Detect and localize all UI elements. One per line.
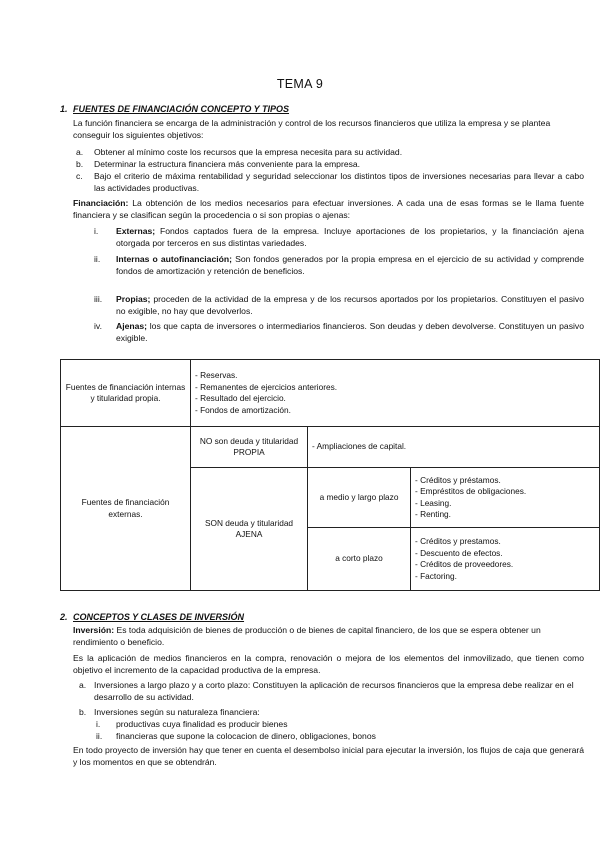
long-term-cell [411, 468, 600, 528]
section-1-intro: La función financiera se encarga de la administración y control de los recursos financieros que utiliza la empresa y se plantea conseguir los siguientes objetivos: [73, 118, 551, 140]
long-term-label: a medio y largo plazo [308, 468, 411, 528]
short-term-label: a corto plazo [308, 528, 411, 591]
type-term: Propias; [116, 294, 151, 304]
type-term: Ajenas; [116, 321, 148, 331]
list-item: - Créditos de proveedores. [415, 559, 595, 571]
section-2-number: 2. [60, 612, 68, 622]
section-1-title: FUENTES DE FINANCIACIÓN CONCEPTO Y TIPOS [73, 104, 290, 114]
type-item [116, 226, 584, 249]
type-term: Internas o autofinanciación; [116, 254, 232, 264]
type-marker: iv. [94, 321, 102, 331]
financiacion-text: La obtención de los medios necesarios para efectuar inversiones. A cada una de esas formas se le llama fuente financiera y se clasifican según la procedencia o si son propias o ajenas: [73, 198, 584, 220]
page-title: TEMA 9 [276, 77, 324, 91]
inversion-subitem: productivas cuya finalidad es producir bienes [116, 719, 288, 729]
list-item: - Resultado del ejercicio. [195, 393, 595, 405]
financing-sources-table [60, 359, 600, 591]
no-debt-cell [308, 427, 600, 468]
section-1-heading [60, 104, 289, 114]
inversion-item: Inversiones según su naturaleza financiera: [94, 707, 260, 717]
type-text: Fondos captados fuera de la empresa. Incluye aportaciones de los propietarios, y la financiación ajena otorgada por terceros en sus distintas variedades. [116, 226, 584, 248]
inversion-subitem-marker: ii. [96, 731, 103, 741]
type-text: proceden de la actividad de la empresa y de los recursos aportados por los propietarios. Constituyen el pasivo no exigible, no hay que devolverlos. [116, 294, 584, 316]
list-item: - Créditos y prestamos. [415, 536, 595, 548]
section-1-number: 1. [60, 104, 68, 114]
inversion-closing: En todo proyecto de inversión hay que tener en cuenta el desembolso inicial para ejecutar la inversión, los flujos de caja que generará y los momentos en que se obtendrán. [73, 745, 584, 767]
section-2-heading [60, 612, 244, 622]
list-item: - Factoring. [415, 571, 595, 583]
external-sources-label: Fuentes de financiación externas. [61, 427, 191, 591]
type-text: los que capta de inversores o intermediarios financieros. Son deudas y deben devolverse. Constituyen un pasivo exigible. [116, 321, 584, 343]
list-item: - Leasing. [415, 498, 595, 510]
inversion-item: Inversiones a largo plazo y a corto plazo: Constituyen la aplicación de recursos financieros que la empresa debe realizar en el desarrollo de su actividad. [94, 680, 574, 702]
list-item: - Remanentes de ejercicios anteriores. [195, 382, 595, 394]
no-debt-list [312, 441, 595, 453]
short-term-list [415, 536, 595, 582]
debt-label: SON deuda y titularidad AJENA [191, 468, 308, 591]
type-marker: iii. [94, 294, 103, 304]
list-item: - Empréstitos de obligaciones. [415, 486, 595, 498]
table-row [61, 427, 600, 468]
short-term-cell [411, 528, 600, 591]
list-item: - Renting. [415, 509, 595, 521]
inversion-paragraph: Es la aplicación de medios financieros en la compra, renovación o mejora de los elementos del inmovilizado, que tienen como objetivo el incremento de la capacidad productiva de la empresa. [73, 653, 584, 675]
long-term-list [415, 475, 595, 521]
internal-sources-label: Fuentes de financiación internas y titularidad propia. [61, 360, 191, 427]
list-item: - Créditos y préstamos. [415, 475, 595, 487]
objective-item: Obtener al mínimo coste los recursos que la empresa necesita para su actividad. [94, 147, 403, 157]
inversion-subitem: financieras que supone la colocacion de dinero, obligaciones, bonos [116, 731, 376, 741]
type-item [116, 254, 584, 277]
inversion-item-marker: a. [79, 680, 87, 690]
type-item [116, 321, 584, 344]
internal-sources-cell [191, 360, 600, 427]
inversion-item-marker: b. [79, 707, 87, 717]
no-debt-label: NO son deuda y titularidad PROPIA [191, 427, 308, 468]
objective-item: Bajo el criterio de máxima rentabilidad y seguridad seleccionar los distintos tipos de inversiones necesarias para llevar a cabo las actividades productivas. [94, 171, 584, 193]
objective-marker: b. [76, 159, 84, 169]
table-row [61, 360, 600, 427]
type-text: Son fondos generados por la propia empresa en el ejercicio de su actividad y comprende fondos de amortización y retención de beneficios. [116, 254, 584, 276]
list-item: - Reservas. [195, 370, 595, 382]
objective-marker: a. [76, 147, 84, 157]
section-2-title: CONCEPTOS Y CLASES DE INVERSIÓN [73, 612, 245, 622]
inversion-term: Inversión: [73, 625, 115, 635]
internal-sources-list [195, 370, 595, 416]
inversion-text: Es toda adquisición de bienes de producción o de bienes de capital financiero, de los que se espera obtener un rendimiento o beneficio. [73, 625, 541, 647]
list-item: - Descuento de efectos. [415, 548, 595, 560]
objective-item: Determinar la estructura financiera más conveniente para la empresa. [94, 159, 361, 169]
financiacion-definition [73, 198, 584, 221]
type-marker: ii. [94, 254, 101, 264]
objective-marker: c. [76, 171, 83, 181]
type-item [116, 294, 584, 317]
inversion-subitem-marker: i. [96, 719, 101, 729]
financiacion-term: Financiación: [73, 198, 129, 208]
type-term: Externas; [116, 226, 156, 236]
list-item: - Ampliaciones de capital. [312, 441, 595, 453]
inversion-definition [73, 625, 584, 648]
list-item: - Fondos de amortización. [195, 405, 595, 417]
type-marker: i. [94, 226, 99, 236]
